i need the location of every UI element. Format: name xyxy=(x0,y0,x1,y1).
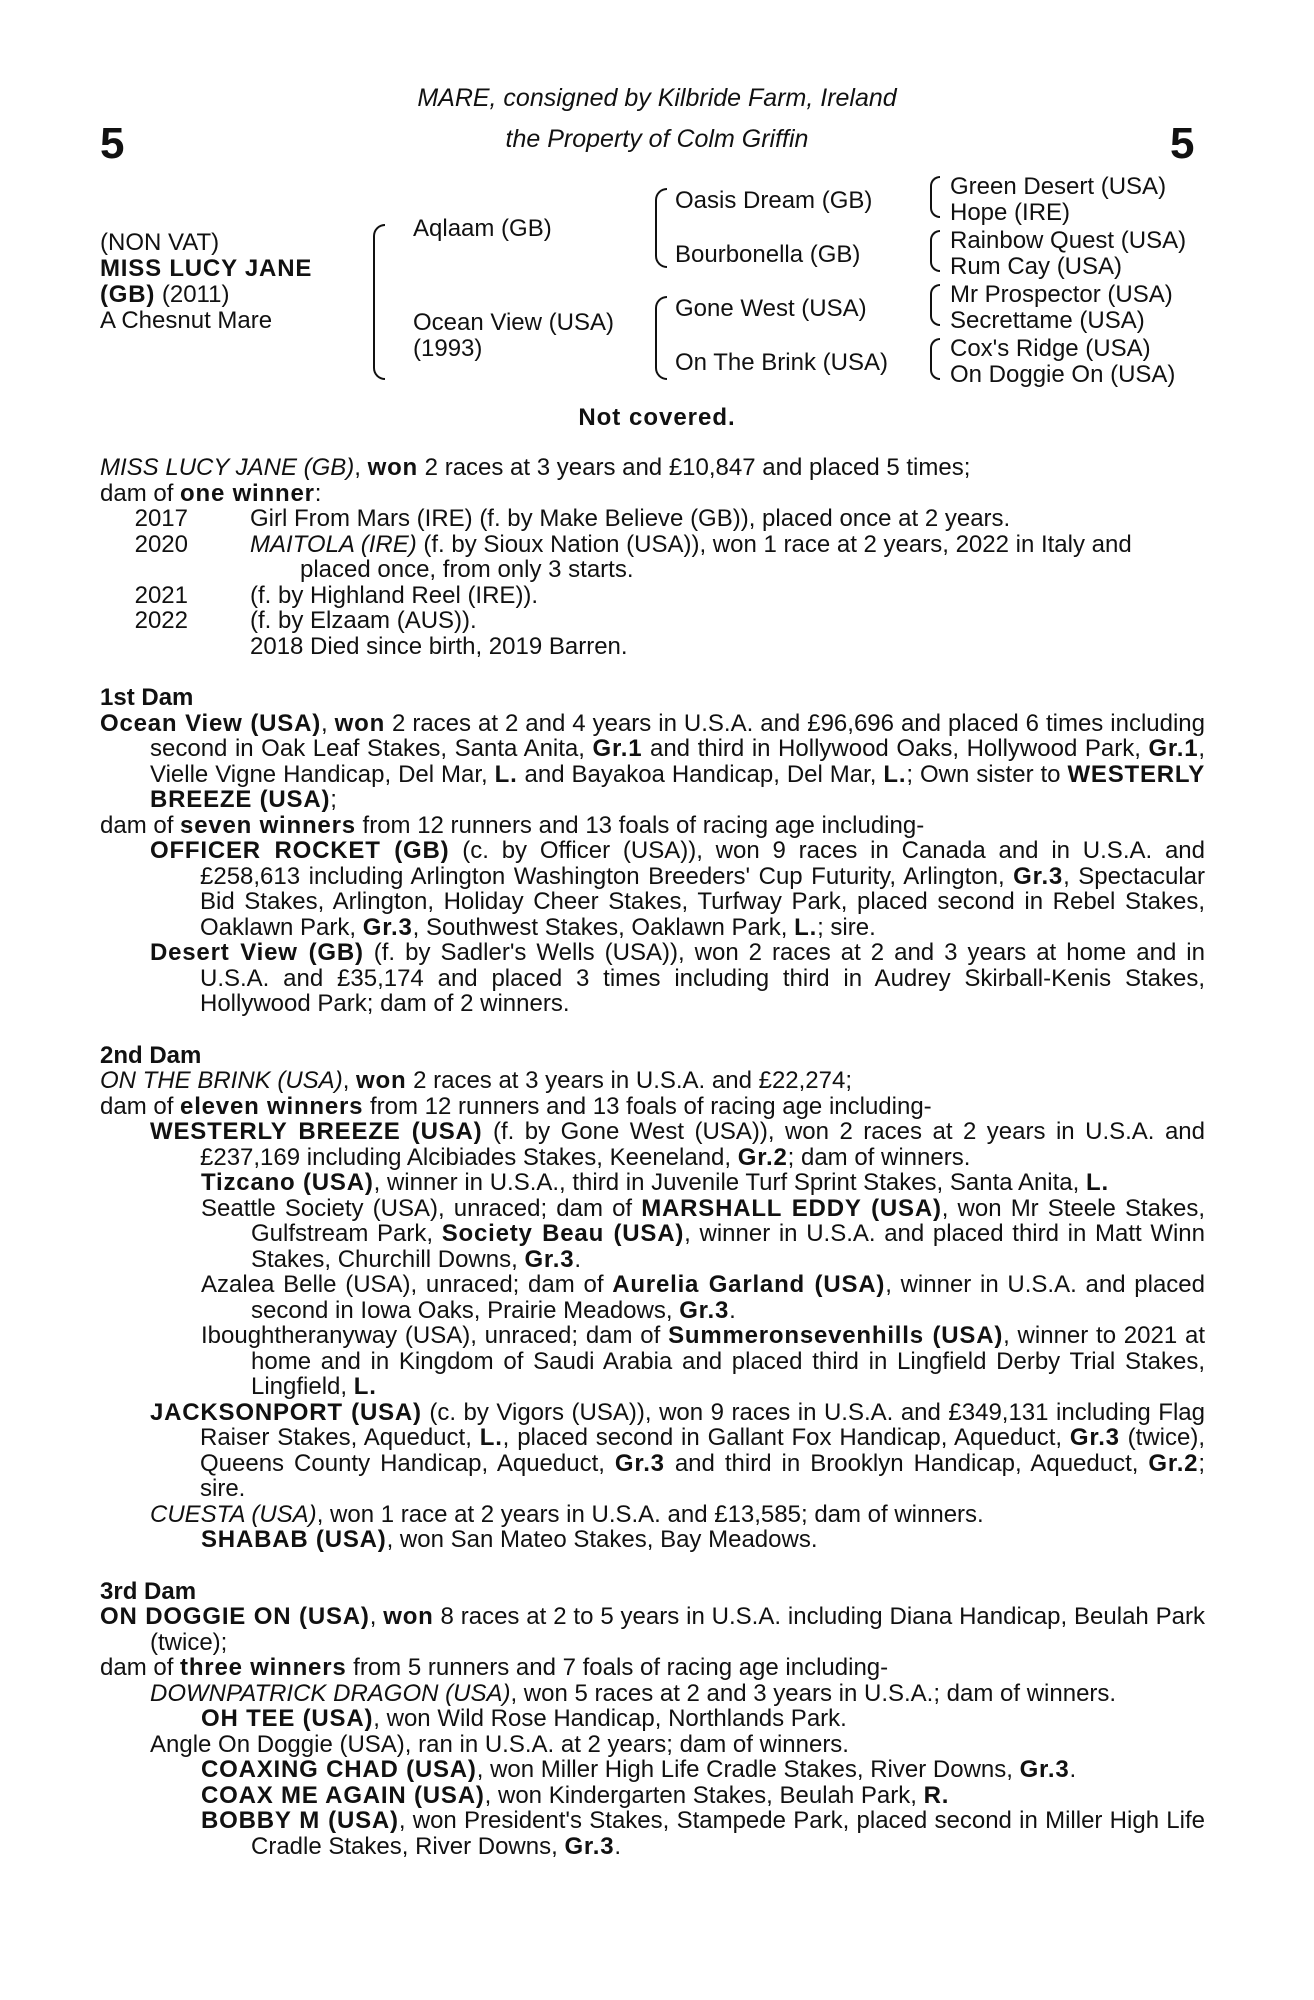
dam-year: (1993) xyxy=(413,335,483,362)
colon: : xyxy=(314,479,322,507)
progeny-year: 2021 xyxy=(134,581,188,609)
horse-country: (GB) xyxy=(100,281,156,308)
progeny-name: BOBBY M (USA) xyxy=(201,1807,399,1834)
progeny-text: Girl From Mars (IRE) (f. by Make Believe (GB)), placed once at 2 years. xyxy=(250,505,1011,532)
second-dam-dam-of xyxy=(100,1094,1205,1120)
listed: L. xyxy=(494,760,518,788)
progeny-row xyxy=(100,634,1205,660)
first-dam-name: Ocean View (USA) xyxy=(100,709,322,737)
dam-dam: On The Brink (USA) xyxy=(675,349,888,376)
text: , Vielle Vigne Handicap, Del Mar, xyxy=(150,735,1206,788)
progeny-name: Summeronsevenhills (USA) xyxy=(668,1322,1004,1349)
pedigree-brace-3a xyxy=(930,176,940,218)
text: and third in Brooklyn Handicap, Aqueduct, xyxy=(664,1449,1149,1477)
text: ; sire. xyxy=(817,913,876,941)
mare-record: MISS LUCY JANE (GB), won 2 races at 3 years and £10,847 and placed 5 times; xyxy=(100,454,971,481)
third-dam-record: ON DOGGIE ON (USA), won 8 races at 2 to 5 years in U.S.A. including Diana Handicap, Beulah Park (twice); xyxy=(100,1603,1205,1656)
text: from 5 runners and 7 foals of racing age including- xyxy=(346,1654,889,1681)
text: , won Mr Steele Stakes, Gulfstream Park, xyxy=(251,1194,1205,1247)
text: (f. by Sadler's Wells (USA)), won 2 races at 2 and 3 years at home and in U.S.A. and £35,174 and placed 3 times including third in Audrey Skirball-Kenis Stakes, Hollywood Park; dam of 2 winners. xyxy=(200,939,1205,1017)
third-dam-dam-of xyxy=(100,1655,1205,1681)
progeny-text xyxy=(250,532,1205,583)
text: and third in Hollywood Oaks, Hollywood Park, xyxy=(642,735,1149,762)
progeny-year xyxy=(100,634,250,660)
text: , winner in U.S.A., third in Juvenile Turf Sprint Stakes, Santa Anita, xyxy=(373,1169,1086,1196)
grade: Gr.3 xyxy=(564,1832,615,1860)
grade: Gr.3 xyxy=(362,913,413,941)
text: and Bayakoa Handicap, Del Mar, xyxy=(517,760,884,788)
pedigree-brace-3d xyxy=(930,338,940,380)
second-dam-progeny xyxy=(100,1502,1205,1528)
grade: Gr.1 xyxy=(1148,735,1199,762)
text: , won Kindergarten Stakes, Beulah Park, xyxy=(484,1781,924,1809)
text: , Spectacular Bid Stakes, Arlington, Holiday Cheer Stakes, Turfway Park, placed second in Rebel Stakes, Oaklawn Park, xyxy=(200,862,1205,941)
progeny-name: JACKSONPORT (USA) xyxy=(150,1398,422,1426)
text: ; sire. xyxy=(200,1449,1205,1502)
horse-description: A Chesnut Mare xyxy=(100,307,273,334)
mare-name: MISS LUCY JANE (GB) xyxy=(100,454,355,481)
grand-progeny xyxy=(100,1272,1205,1323)
winners-count: seven winners xyxy=(180,811,356,839)
covering-status: Not covered. xyxy=(578,404,736,431)
first-dam-dam-of xyxy=(100,813,1205,839)
text: Angle On Doggie (USA), ran in U.S.A. at 2 years; dam of winners. xyxy=(150,1730,849,1758)
grand-progeny xyxy=(100,1323,1205,1400)
grand-progeny xyxy=(100,1757,1205,1783)
sire-sire: Oasis Dream (GB) xyxy=(675,187,873,214)
progeny-name: Tizcano (USA) xyxy=(201,1169,374,1196)
lot-number-right: 5 xyxy=(1170,119,1195,168)
text: ; xyxy=(330,786,337,813)
g3-2: Hope (IRE) xyxy=(950,199,1071,226)
text: 2 races at 2 and 4 years in U.S.A. and £96,696 and placed 6 times including second in Oak Leaf Stakes, Santa Anita, xyxy=(150,709,1206,762)
progeny-name: COAX ME AGAIN (USA) xyxy=(201,1781,485,1809)
dam-sire: Gone West (USA) xyxy=(675,295,867,322)
progeny-text: (f. by Highland Reel (IRE)). xyxy=(250,581,539,609)
listed: L. xyxy=(479,1424,503,1451)
text: ; dam of winners. xyxy=(787,1143,971,1171)
progeny-name: Aurelia Garland (USA) xyxy=(612,1271,886,1298)
dam-of-label: dam of xyxy=(100,1654,181,1681)
listed: L. xyxy=(883,760,907,788)
text: , won Wild Rose Handicap, Northlands Park. xyxy=(373,1705,847,1732)
text: , won 1 race at 2 years in U.S.A. and £13,585; dam of winners. xyxy=(316,1500,984,1528)
text: ; Own sister to xyxy=(906,760,1068,788)
third-dam-progeny xyxy=(100,1681,1205,1707)
text: . xyxy=(614,1832,622,1860)
progeny-name: MARSHALL EDDY (USA) xyxy=(641,1194,942,1222)
text: . xyxy=(574,1245,582,1273)
mare-record-text: 2 races at 3 years and £10,847 and placed 5 times; xyxy=(418,454,971,481)
won-label: won xyxy=(367,454,419,481)
winners-count: eleven winners xyxy=(180,1092,364,1120)
grade: Gr.2 xyxy=(737,1143,788,1171)
text: , winner to 2021 at home and in Kingdom of Saudi Arabia and placed third in Lingfield Derby Trial Stakes, Lingfield, xyxy=(251,1322,1205,1400)
restricted: R. xyxy=(923,1781,950,1809)
text: Azalea Belle (USA), unraced; dam of xyxy=(201,1271,613,1298)
horse-name: MISS LUCY JANE xyxy=(100,255,313,282)
g3-5: Mr Prospector (USA) xyxy=(950,281,1173,308)
horse-origin-year xyxy=(100,282,229,308)
grand-progeny xyxy=(100,1170,1205,1196)
text: . xyxy=(1069,1756,1077,1783)
text: from 12 runners and 13 foals of racing age including- xyxy=(355,811,925,839)
progeny-row xyxy=(100,506,1205,532)
winners-count: three winners xyxy=(180,1654,347,1681)
text: 2 races at 3 years in U.S.A. and £22,274; xyxy=(406,1067,853,1094)
text: (c. by Officer (USA)), won 9 races in Canada and in U.S.A. and £258,613 including Arlington Washington Breeders' Cup Futurity, Arlington, xyxy=(200,837,1206,890)
text: Iboughtheranyway (USA), unraced; dam of xyxy=(201,1322,669,1349)
consignment-line: MARE, consigned by Kilbride Farm, Ireland xyxy=(417,84,897,112)
text: (f. by Gone West (USA)), won 2 races at 2 years in U.S.A. and £237,169 including Alcibiades Stakes, Keeneland, xyxy=(200,1118,1205,1171)
progeny-name: OFFICER ROCKET (GB) xyxy=(150,837,450,864)
lot-number-left: 5 xyxy=(100,119,125,168)
progeny-text: 2018 Died since birth, 2019 Barren. xyxy=(250,632,628,660)
property-line: the Property of Colm Griffin xyxy=(505,125,809,153)
text: , won San Mateo Stakes, Bay Meadows. xyxy=(386,1526,818,1553)
grade: Gr.3 xyxy=(1019,1756,1070,1783)
grand-progeny xyxy=(100,1196,1205,1273)
grade: Gr.2 xyxy=(1148,1449,1199,1477)
third-dam-name: ON DOGGIE ON (USA) xyxy=(100,1603,370,1630)
mare-dam-of xyxy=(100,481,1205,507)
progeny-year: 2017 xyxy=(134,505,188,532)
first-dam-record: Ocean View (USA), won 2 races at 2 and 4 years in U.S.A. and £96,696 and placed 6 times including second in Oak Leaf Stakes, Santa Anita, Gr.1 and third in Hollywood Oaks, Hollywood Park, Gr.1, Vielle Vigne Handicap, Del Mar, L. and Bayakoa Handicap, Del Mar, L.; Own sister to WESTERLY BREEZE (USA); xyxy=(100,709,1206,813)
first-dam-progeny xyxy=(100,838,1205,940)
g3-1: Green Desert (USA) xyxy=(950,173,1167,200)
grand-progeny xyxy=(100,1783,1205,1809)
progeny-detail-cont: placed once, from only 3 starts. xyxy=(300,556,634,583)
text: Seattle Society (USA), unraced; dam of xyxy=(201,1194,642,1222)
pedigree-brace-3c xyxy=(930,284,940,326)
horse-year: (2011) xyxy=(155,281,230,308)
progeny-detail: (f. by Sioux Nation (USA)), won 1 race at 2 years, 2022 in Italy and xyxy=(416,530,1132,558)
text: 8 races at 2 to 5 years in U.S.A. including Diana Handicap, Beulah Park (twice); xyxy=(150,1603,1205,1656)
text: , won 5 races at 2 and 3 years in U.S.A.; dam of winners. xyxy=(510,1679,1117,1707)
progeny-name: SHABAB (USA) xyxy=(201,1526,387,1553)
grand-progeny xyxy=(100,1527,1205,1553)
progeny-year: 2020 xyxy=(134,530,188,558)
second-dam-heading: 2nd Dam xyxy=(100,1041,202,1069)
text: . xyxy=(729,1296,736,1324)
g3-8: On Doggie On (USA) xyxy=(950,361,1176,388)
dam-of-label: dam of xyxy=(100,479,181,507)
progeny-row xyxy=(100,583,1205,609)
progeny-name: Desert View (GB) xyxy=(150,939,364,966)
progeny-name: WESTERLY BREEZE (USA) xyxy=(150,1118,483,1145)
second-dam-name: ON THE BRINK (USA) xyxy=(100,1067,343,1094)
winners-count: one winner xyxy=(180,479,315,507)
g3-3: Rainbow Quest (USA) xyxy=(950,227,1187,254)
won-label: won xyxy=(383,1603,434,1630)
text: from 12 runners and 13 foals of racing age including- xyxy=(363,1092,932,1120)
progeny-row xyxy=(100,608,1205,634)
grade: Gr.3 xyxy=(679,1296,730,1324)
g3-4: Rum Cay (USA) xyxy=(950,253,1123,280)
text: , won President's Stakes, Stampede Park, placed second in Miller High Life Cradle Stakes, River Downs, xyxy=(251,1807,1205,1860)
grand-progeny xyxy=(100,1808,1205,1859)
progeny-row xyxy=(100,532,1205,583)
progeny-name: OH TEE (USA) xyxy=(201,1705,374,1732)
second-dam-progeny xyxy=(100,1400,1205,1502)
text: , winner in U.S.A. and placed third in Matt Winn Stakes, Churchill Downs, xyxy=(251,1220,1206,1273)
text: , placed second in Gallant Fox Handicap, Aqueduct, xyxy=(502,1424,1070,1451)
vat-status: (NON VAT) xyxy=(100,229,220,256)
pedigree-brace-1 xyxy=(373,224,385,380)
grade: Gr.3 xyxy=(524,1245,575,1273)
listed: L. xyxy=(353,1373,377,1400)
won-label: won xyxy=(334,709,386,737)
second-dam-record: ON THE BRINK (USA), won 2 races at 3 years in U.S.A. and £22,274; xyxy=(100,1067,853,1094)
grade: Gr.3 xyxy=(614,1449,665,1477)
third-dam-heading: 3rd Dam xyxy=(100,1577,197,1605)
second-dam-progeny xyxy=(100,1119,1205,1170)
g3-7: Cox's Ridge (USA) xyxy=(950,335,1151,362)
first-dam-heading: 1st Dam xyxy=(100,684,194,711)
progeny-name: CUESTA (USA) xyxy=(150,1500,317,1528)
text: (twice), Queens County Handicap, Aqueduct, xyxy=(200,1424,1206,1477)
grade: Gr.3 xyxy=(1069,1424,1120,1451)
sister-name: WESTERLY BREEZE (USA) xyxy=(150,760,1206,813)
first-dam-progeny xyxy=(100,940,1205,1017)
dam-of-label: dam of xyxy=(100,811,181,839)
progeny-year: 2022 xyxy=(134,607,188,634)
won-label: won xyxy=(356,1067,407,1094)
grade: Gr.3 xyxy=(1013,862,1064,890)
sire: Aqlaam (GB) xyxy=(413,215,552,242)
text: (c. by Vigors (USA)), won 9 races in U.S.A. and £349,131 including Flag Raiser Stakes, Aqueduct, xyxy=(200,1398,1205,1451)
progeny-name: MAITOLA (IRE) xyxy=(250,530,417,558)
sire-dam: Bourbonella (GB) xyxy=(675,241,861,268)
listed: L. xyxy=(1086,1169,1109,1196)
pedigree-brace-2a xyxy=(655,188,667,268)
listed: L. xyxy=(794,913,818,941)
pedigree-brace-2b xyxy=(655,296,667,380)
produce-record xyxy=(100,455,1205,1859)
dam: Ocean View (USA) xyxy=(413,309,614,336)
progeny-text: (f. by Elzaam (AUS)). xyxy=(250,607,477,634)
text: , won Miller High Life Cradle Stakes, River Downs, xyxy=(476,1756,1020,1783)
g3-6: Secrettame (USA) xyxy=(950,307,1145,334)
pedigree-brace-3b xyxy=(930,230,940,272)
grade: Gr.1 xyxy=(592,735,643,762)
progeny-name: DOWNPATRICK DRAGON (USA) xyxy=(150,1679,511,1707)
grand-progeny xyxy=(100,1706,1205,1732)
text: , winner in U.S.A. and placed second in Iowa Oaks, Prairie Meadows, xyxy=(251,1271,1205,1324)
progeny-name: COAXING CHAD (USA) xyxy=(201,1756,477,1783)
text: , Southwest Stakes, Oaklawn Park, xyxy=(412,913,795,941)
progeny-name: Society Beau (USA) xyxy=(441,1220,685,1247)
dam-of-label: dam of xyxy=(100,1092,181,1120)
third-dam-progeny xyxy=(100,1732,1205,1758)
